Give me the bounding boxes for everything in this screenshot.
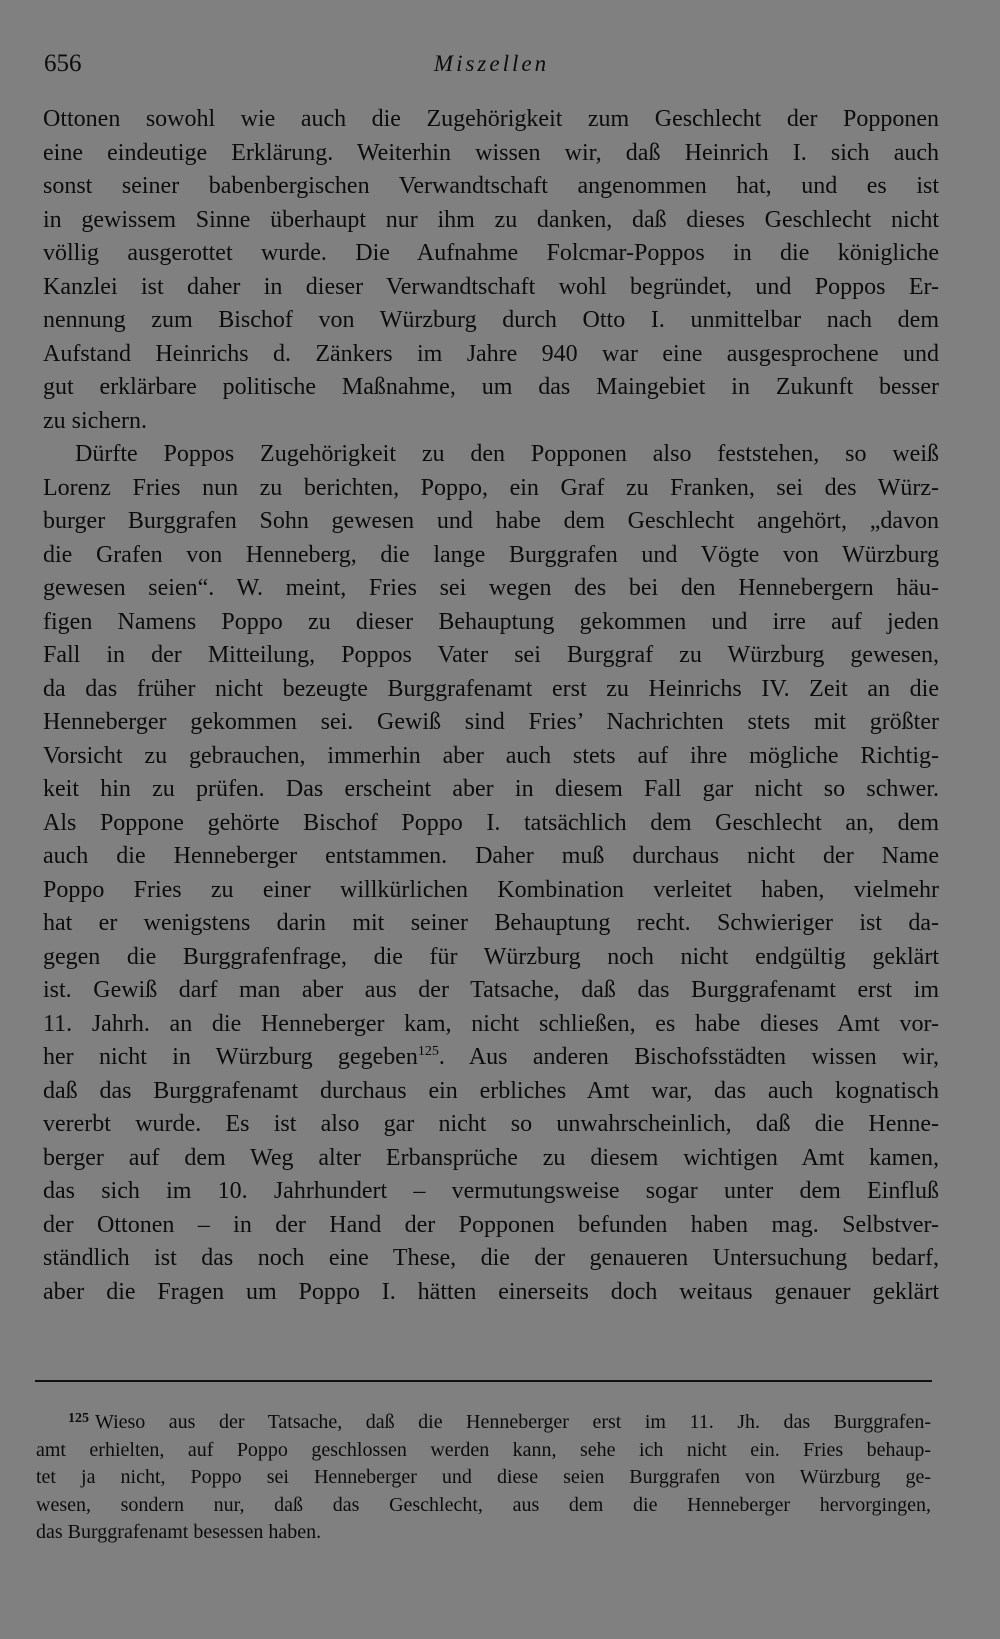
text-line: sonst seiner babenbergischen Verwandtschaft angenommen hat, und es ist <box>43 173 939 199</box>
text-line: das sich im 10. Jahrhundert – vermutungsweise sogar unter dem Einfluß <box>43 1178 939 1204</box>
text-line: hat er wenigstens darin mit seiner Behauptung recht. Schwieriger ist da- <box>43 910 939 936</box>
text-line: völlig ausgerottet wurde. Die Aufnahme Folcmar-Poppos in die königliche <box>43 240 939 266</box>
footnote-divider <box>35 1380 932 1382</box>
text-line: aber die Fragen um Poppo I. hätten einerseits doch weitaus genauer geklärt <box>43 1278 939 1305</box>
text-line: ist. Gewiß darf man aber aus der Tatsache, daß das Burggrafenamt erst im <box>43 977 939 1003</box>
text-line: Henneberger gekommen sei. Gewiß sind Fries’ Nachrichten stets mit größter <box>43 709 939 735</box>
page-header <box>44 44 939 84</box>
text-line: in gewissem Sinne überhaupt nur ihm zu danken, daß dieses Geschlecht nicht <box>43 206 939 233</box>
running-title: Miszellen <box>433 51 550 76</box>
text-line: Dürfte Poppos Zugehörigkeit zu den Popponen also feststehen, so weiß <box>75 441 939 467</box>
footnote-125 <box>36 1409 931 1547</box>
text-line: der Ottonen – in der Hand der Popponen befunden haben mag. Selbstver- <box>43 1211 939 1238</box>
text-line: keit hin zu prüfen. Das erscheint aber in diesem Fall gar nicht so schwer. <box>43 776 939 802</box>
page-number: 656 <box>44 50 82 77</box>
footnote-line: wesen, sondern nur, daß das Geschlecht, aus dem die Henneberger hervorgingen, <box>36 1493 931 1516</box>
footnote-line: tet ja nicht, Poppo sei Henneberger und diese seien Burggrafen von Würzburg ge- <box>36 1466 931 1488</box>
text-line: Ottonen sowohl wie auch die Zugehörigkeit zum Geschlecht der Popponen <box>43 106 939 132</box>
footnote-reference[interactable]: 125 <box>417 1044 439 1059</box>
text-line: gewesen seien“. W. meint, Fries sei wegen des bei den Hennebergern häu- <box>43 575 939 601</box>
text-line: Poppo Fries zu einer willkürlichen Kombination verleitet haben, vielmehr <box>43 876 939 903</box>
footnote-text: Wieso aus der Tatsache, daß die Henneberger erst im 11. Jh. das Burggrafen- <box>95 1411 931 1433</box>
text-line: Fall in der Mitteilung, Poppos Vater sei Burggraf zu Würzburg gewesen, <box>43 642 939 668</box>
text-line: burger Burggrafen Sohn gewesen und habe dem Geschlecht angehört, „davon <box>43 508 939 534</box>
text-line: da das früher nicht bezeugte Burggrafenamt erst zu Heinrichs IV. Zeit an die <box>43 675 939 702</box>
text-line: gegen die Burggrafenfrage, die für Würzburg noch nicht endgültig geklärt <box>43 943 939 970</box>
text-line: gut erklärbare politische Maßnahme, um das Maingebiet in Zukunft besser <box>43 374 939 400</box>
text-line: Kanzlei ist daher in dieser Verwandtschaft wohl begründet, und Poppos Er- <box>43 273 939 300</box>
text-line: Als Poppone gehörte Bischof Poppo I. tatsächlich dem Geschlecht an, dem <box>43 809 939 836</box>
text-line: auch die Henneberger entstammen. Daher muß durchaus nicht der Name <box>43 843 939 869</box>
text-segment: . Aus anderen Bischofsstädten wissen wir, <box>438 1044 939 1070</box>
text-line <box>43 1041 939 1075</box>
footnote-marker: 125 <box>68 1411 89 1426</box>
text-line: eine eindeutige Erklärung. Weiterhin wissen wir, daß Heinrich I. sich auch <box>43 139 939 166</box>
text-line: Lorenz Fries nun zu berichten, Poppo, ein Graf zu Franken, sei des Würz- <box>43 474 939 501</box>
text-line: die Grafen von Henneberg, die lange Burggrafen und Vögte von Würzburg <box>43 541 939 568</box>
text-line: vererbt wurde. Es ist also gar nicht so unwahrscheinlich, daß die Henne- <box>43 1111 939 1137</box>
footnote-line: das Burggrafenamt besessen haben. <box>36 1521 322 1543</box>
text-line: Aufstand Heinrichs d. Zänkers im Jahre 940 war eine ausgesprochene und <box>43 340 939 367</box>
text-line: figen Namens Poppo zu dieser Behauptung gekommen und irre auf jeden <box>43 608 939 635</box>
text-line: daß das Burggrafenamt durchaus ein erbliches Amt war, das auch kognatisch <box>43 1077 939 1104</box>
text-line: zu sichern. <box>43 407 147 434</box>
footnote-line <box>36 1409 931 1437</box>
text-line: ständlich ist das noch eine These, die der genaueren Untersuchung bedarf, <box>43 1245 939 1271</box>
text-line: 11. Jahrh. an die Henneberger kam, nicht schließen, es habe dieses Amt vor- <box>43 1010 939 1037</box>
text-line: Vorsicht zu gebrauchen, immerhin aber auch stets auf ihre mögliche Richtig- <box>43 742 939 769</box>
text-line: berger auf dem Weg alter Erbansprüche zu diesem wichtigen Amt kamen, <box>43 1144 939 1171</box>
footnote-line: amt erhielten, auf Poppo geschlossen werden kann, sehe ich nicht ein. Fries behaup- <box>36 1438 931 1461</box>
main-text <box>43 103 939 1309</box>
text-line: nennung zum Bischof von Würzburg durch Otto I. unmittelbar nach dem <box>43 307 939 333</box>
text-segment: her nicht in Würzburg gegeben <box>43 1044 418 1070</box>
